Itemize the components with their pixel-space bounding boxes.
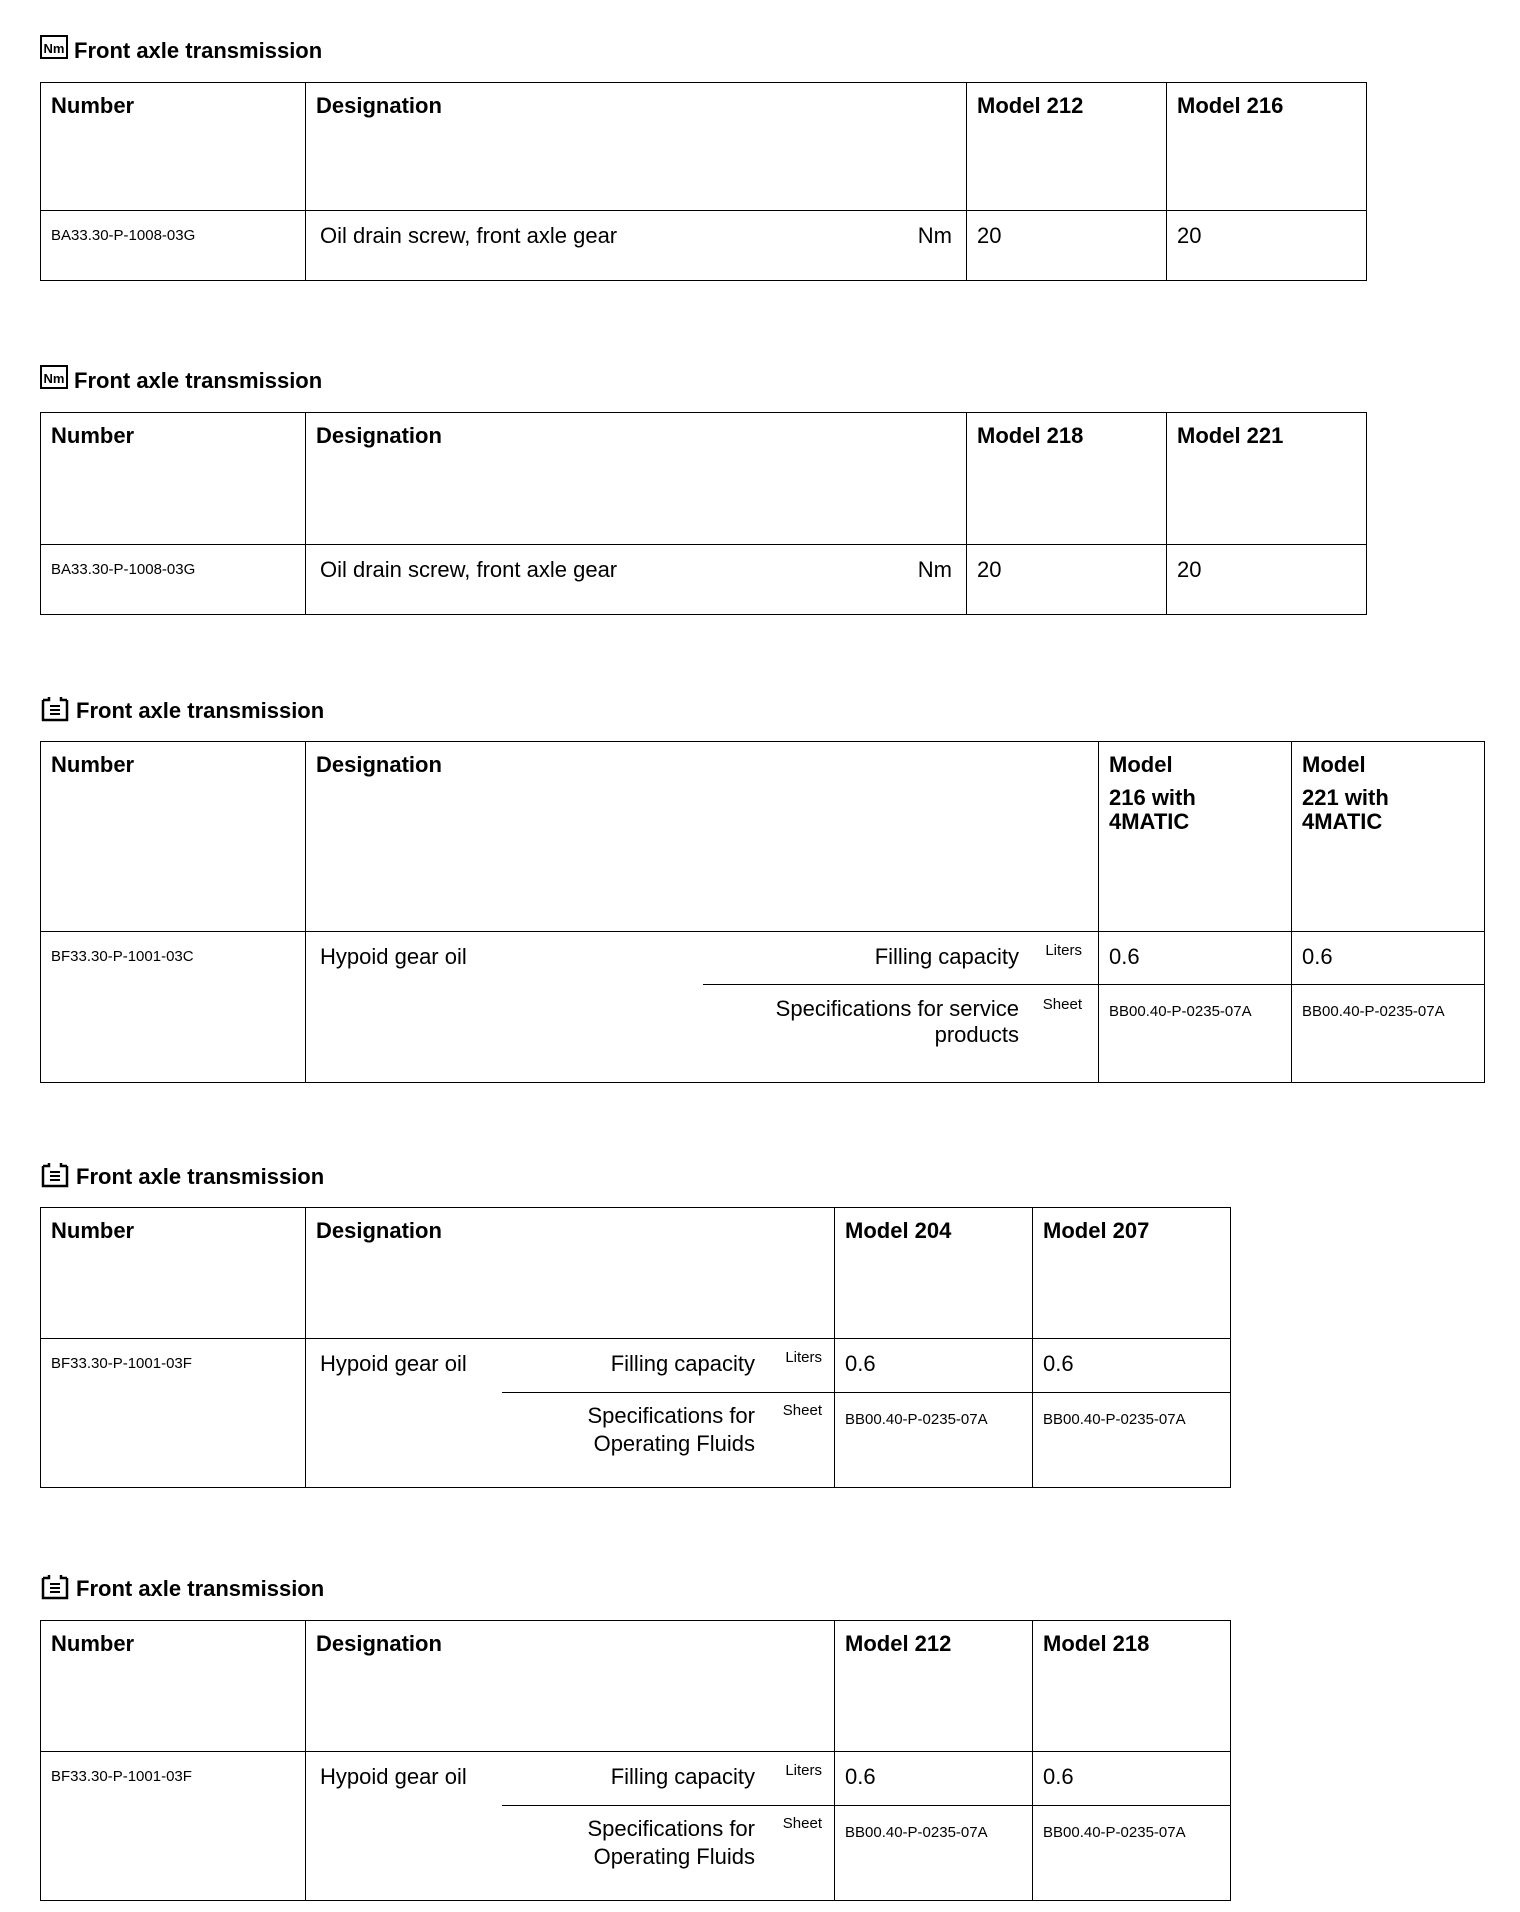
specifications-label xyxy=(776,996,1019,1048)
reference-number: BF33.30-P-1001-03F xyxy=(41,1752,306,1901)
column-header-designation: Designation xyxy=(306,1208,835,1339)
spec-sheet-model-b: BB00.40-P-0235-07A xyxy=(1033,1806,1231,1901)
section-heading xyxy=(40,1162,324,1192)
liters-unit: Liters xyxy=(785,1762,822,1779)
sheet-unit: Sheet xyxy=(782,1815,822,1832)
svg-text:Nm: Nm xyxy=(43,371,65,386)
fluid-table xyxy=(40,1207,1231,1488)
model-b-line-3: 4MATIC xyxy=(1302,809,1383,834)
section-title: Front axle transmission xyxy=(74,38,323,63)
column-header-model-a: Model 218 xyxy=(967,413,1167,545)
column-header-model-b: Model 221 xyxy=(1167,413,1367,545)
spec-sheet-model-b: BB00.40-P-0235-07A xyxy=(1033,1393,1231,1488)
model-a-line-3: 4MATIC xyxy=(1109,809,1190,834)
fluid-table xyxy=(40,741,1485,1083)
column-header-model-a: Model 204 xyxy=(835,1208,1033,1339)
reference-number: BA33.30-P-1008-03G xyxy=(41,211,306,281)
column-header-number: Number xyxy=(41,1621,306,1752)
row-divider xyxy=(502,1805,834,1806)
value-model-b: 20 xyxy=(1167,211,1367,281)
liters-unit: Liters xyxy=(1045,942,1082,959)
column-header-model-a: Model 212 xyxy=(967,83,1167,211)
filling-capacity-model-b: 0.6 xyxy=(1033,1339,1231,1393)
designation-cell xyxy=(306,932,1099,1083)
designation-text: Hypoid gear oil xyxy=(320,1351,467,1376)
unit-label: Nm xyxy=(917,557,952,582)
fluid-container-icon xyxy=(40,1160,70,1194)
designation-cell xyxy=(306,1752,835,1901)
column-header-number: Number xyxy=(41,1208,306,1339)
designation-text: Oil drain screw, front axle gear xyxy=(320,223,618,248)
fluid-container-icon xyxy=(40,1572,70,1606)
specifications-label-line-1: Specifications for service xyxy=(775,996,1019,1021)
model-b-line-1: Model xyxy=(1302,752,1366,777)
column-header-designation: Designation xyxy=(306,83,967,211)
specifications-label-line-2: products xyxy=(934,1022,1019,1047)
value-model-b: 20 xyxy=(1167,545,1367,615)
model-a-line-2: 216 with xyxy=(1109,785,1196,810)
column-header-designation: Designation xyxy=(306,413,967,545)
torque-table xyxy=(40,82,1367,281)
column-header-number: Number xyxy=(41,742,306,932)
spec-sheet-model-b: BB00.40-P-0235-07A xyxy=(1292,985,1485,1083)
fluid-container-icon xyxy=(40,694,70,728)
column-header-designation: Designation xyxy=(306,742,1099,932)
column-header-model-b: Model 218 xyxy=(1033,1621,1231,1752)
section-title: Front axle transmission xyxy=(76,1576,325,1601)
filling-capacity-model-a: 0.6 xyxy=(835,1339,1033,1393)
filling-capacity-model-a: 0.6 xyxy=(835,1752,1033,1806)
torque-nm-icon xyxy=(40,365,68,397)
value-model-a: 20 xyxy=(967,211,1167,281)
column-header-model-b: Model 216 xyxy=(1167,83,1367,211)
designation-cell xyxy=(306,1339,835,1488)
specifications-label-line-1: Specifications for xyxy=(587,1816,755,1841)
column-header-model-b xyxy=(1292,742,1485,932)
filling-capacity-model-a: 0.6 xyxy=(1099,932,1292,985)
spec-sheet-model-a: BB00.40-P-0235-07A xyxy=(1099,985,1292,1083)
filling-capacity-label: Filling capacity xyxy=(874,944,1019,969)
filling-capacity-model-b: 0.6 xyxy=(1292,932,1485,985)
filling-capacity-model-b: 0.6 xyxy=(1033,1752,1231,1806)
spec-sheet-model-a: BB00.40-P-0235-07A xyxy=(835,1806,1033,1901)
column-header-number: Number xyxy=(41,413,306,545)
reference-number: BF33.30-P-1001-03F xyxy=(41,1339,306,1488)
sheet-unit: Sheet xyxy=(782,1402,822,1419)
spec-sheet-model-a: BB00.40-P-0235-07A xyxy=(835,1393,1033,1488)
section-heading xyxy=(40,1574,324,1604)
designation-text: Oil drain screw, front axle gear xyxy=(320,557,618,582)
model-b-line-2: 221 with xyxy=(1302,785,1389,810)
section-title: Front axle transmission xyxy=(76,1164,325,1189)
section-title: Front axle transmission xyxy=(74,368,323,393)
designation-cell xyxy=(306,211,967,281)
section-title: Front axle transmission xyxy=(76,698,325,723)
designation-text: Hypoid gear oil xyxy=(320,944,467,969)
filling-capacity-label: Filling capacity xyxy=(610,1764,755,1789)
column-header-designation: Designation xyxy=(306,1621,835,1752)
liters-unit: Liters xyxy=(785,1349,822,1366)
column-header-model-a xyxy=(1099,742,1292,932)
specifications-label-line-2: Operating Fluids xyxy=(593,1844,755,1869)
row-divider xyxy=(703,984,1098,985)
specifications-label-line-1: Specifications for xyxy=(587,1403,755,1428)
specifications-label-line-2: Operating Fluids xyxy=(593,1431,755,1456)
designation-cell xyxy=(306,545,967,615)
column-header-model-a: Model 212 xyxy=(835,1621,1033,1752)
sheet-unit: Sheet xyxy=(1042,996,1082,1013)
model-a-line-1: Model xyxy=(1109,752,1173,777)
filling-capacity-label: Filling capacity xyxy=(610,1351,755,1376)
section-heading xyxy=(40,696,324,726)
svg-text:Nm: Nm xyxy=(43,41,65,56)
value-model-a: 20 xyxy=(967,545,1167,615)
column-header-model-b: Model 207 xyxy=(1033,1208,1231,1339)
reference-number: BF33.30-P-1001-03C xyxy=(41,932,306,1083)
torque-table xyxy=(40,412,1367,615)
specifications-label xyxy=(587,1815,755,1871)
unit-label: Nm xyxy=(917,223,952,248)
torque-nm-icon xyxy=(40,35,68,67)
reference-number: BA33.30-P-1008-03G xyxy=(41,545,306,615)
row-divider xyxy=(502,1392,834,1393)
column-header-number: Number xyxy=(41,83,306,211)
section-heading xyxy=(40,36,322,66)
fluid-table xyxy=(40,1620,1231,1901)
section-heading xyxy=(40,366,322,396)
designation-text: Hypoid gear oil xyxy=(320,1764,467,1789)
specifications-label xyxy=(587,1402,755,1458)
